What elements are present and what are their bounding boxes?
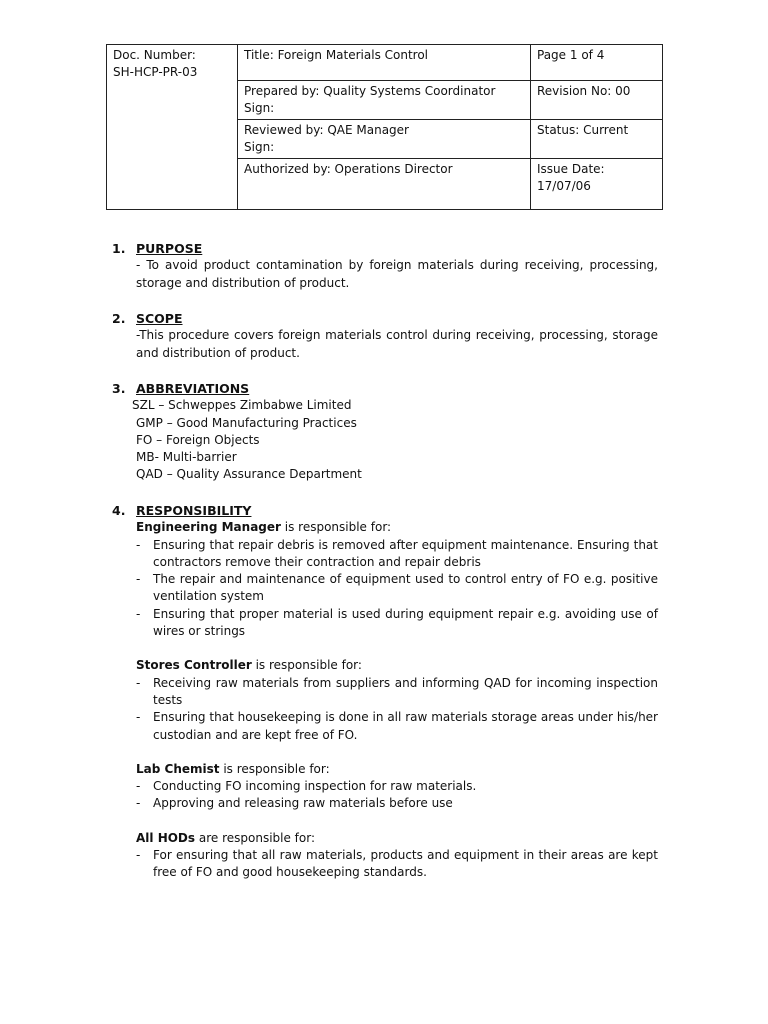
section-title: SCOPE (136, 311, 183, 326)
role-suffix: is responsible for: (280, 520, 392, 535)
responsibility-list (112, 537, 658, 641)
list-item: - Receiving raw materials from suppliers and informing QAD for incoming inspection tests (136, 675, 658, 710)
role-name: Engineering Manager (136, 520, 281, 535)
list-item: - Ensuring that proper material is used during equipment repair e.g. avoiding use of wires or strings (136, 606, 658, 641)
abbreviations-heading (112, 380, 658, 397)
abbreviation-item: FO – Foreign Objects (136, 432, 260, 447)
section-number: 3. (112, 381, 126, 396)
role-suffix: are responsible for: (195, 830, 316, 845)
responsibility-list (112, 675, 658, 744)
role-heading (112, 830, 658, 847)
page-cell (531, 45, 663, 81)
role-heading (112, 519, 658, 536)
section-number: 4. (112, 503, 126, 518)
role-name: Stores Controller (136, 658, 252, 673)
document-title: Title: Foreign Materials Control (244, 48, 429, 62)
purpose-section (112, 240, 658, 292)
responsibility-section (112, 502, 658, 882)
role-heading (112, 761, 658, 778)
document-control-table (106, 44, 663, 210)
purpose-heading (112, 240, 658, 257)
purpose-text: - To avoid product contamination by foreign materials during receiving, processing, storage and distribution of product. (136, 258, 658, 290)
section-number: 2. (112, 311, 126, 326)
list-item: - Conducting FO incoming inspection for raw materials. (136, 778, 658, 795)
section-title: RESPONSIBILITY (136, 503, 252, 518)
scope-section (112, 310, 658, 362)
title-cell (238, 45, 531, 81)
page-number: Page 1 of 4 (537, 48, 605, 62)
section-title: ABBREVIATIONS (136, 381, 250, 396)
scope-text: -This procedure covers foreign materials control during receiving, processing, storage and distribution of product. (136, 328, 658, 360)
sign-label-2: Sign: (244, 140, 275, 154)
abbreviation-item: GMP – Good Manufacturing Practices (136, 415, 357, 430)
doc-number-label: Doc. Number: (113, 48, 196, 62)
revision-cell (531, 81, 663, 120)
role-heading (112, 657, 658, 674)
abbreviation-item: SZL – Schweppes Zimbabwe Limited (132, 398, 352, 413)
list-item: - The repair and maintenance of equipment used to control entry of FO e.g. positive ventilation system (136, 571, 658, 606)
reviewed-by-cell (238, 120, 531, 159)
revision-number: Revision No: 00 (537, 84, 631, 98)
status: Status: Current (537, 123, 629, 137)
status-cell (531, 120, 663, 159)
prepared-by-cell (238, 81, 531, 120)
issue-date-label: Issue Date: (537, 162, 605, 176)
abbreviation-item: QAD – Quality Assurance Department (136, 467, 362, 482)
prepared-by: Prepared by: Quality Systems Coordinator (244, 84, 496, 98)
role-suffix: is responsible for: (219, 761, 330, 776)
role-suffix: is responsible for: (251, 658, 362, 673)
list-item: - Ensuring that housekeeping is done in all raw materials storage areas under his/her custodian and are kept free of FO. (136, 709, 658, 744)
doc-number-value: SH-HCP-PR-03 (113, 65, 198, 79)
abbreviation-item: MB- Multi-barrier (136, 450, 237, 465)
list-item: - Approving and releasing raw materials before use (136, 795, 658, 812)
scope-heading (112, 310, 658, 327)
responsibility-list (112, 847, 658, 882)
abbreviations-section (112, 380, 658, 484)
authorized-by-cell (238, 159, 531, 210)
list-item: - Ensuring that repair debris is removed after equipment maintenance. Ensuring that contractors remove their contraction and repair debris (136, 537, 658, 572)
reviewed-by: Reviewed by: QAE Manager (244, 123, 409, 137)
sign-label-1: Sign: (244, 101, 275, 115)
responsibility-list (112, 778, 658, 813)
issue-date-value: 17/07/06 (537, 179, 591, 193)
responsibility-heading (112, 502, 658, 519)
section-title: PURPOSE (136, 241, 203, 256)
role-name: All HODs (136, 830, 196, 845)
abbreviation-list (112, 397, 658, 483)
section-number: 1. (112, 241, 126, 256)
authorized-by: Authorized by: Operations Director (244, 162, 453, 176)
list-item: - For ensuring that all raw materials, products and equipment in their areas are kept free of FO and good housekeeping standards. (136, 847, 658, 882)
doc-number-cell (107, 45, 238, 210)
role-name: Lab Chemist (136, 761, 220, 776)
issue-date-cell (531, 159, 663, 210)
